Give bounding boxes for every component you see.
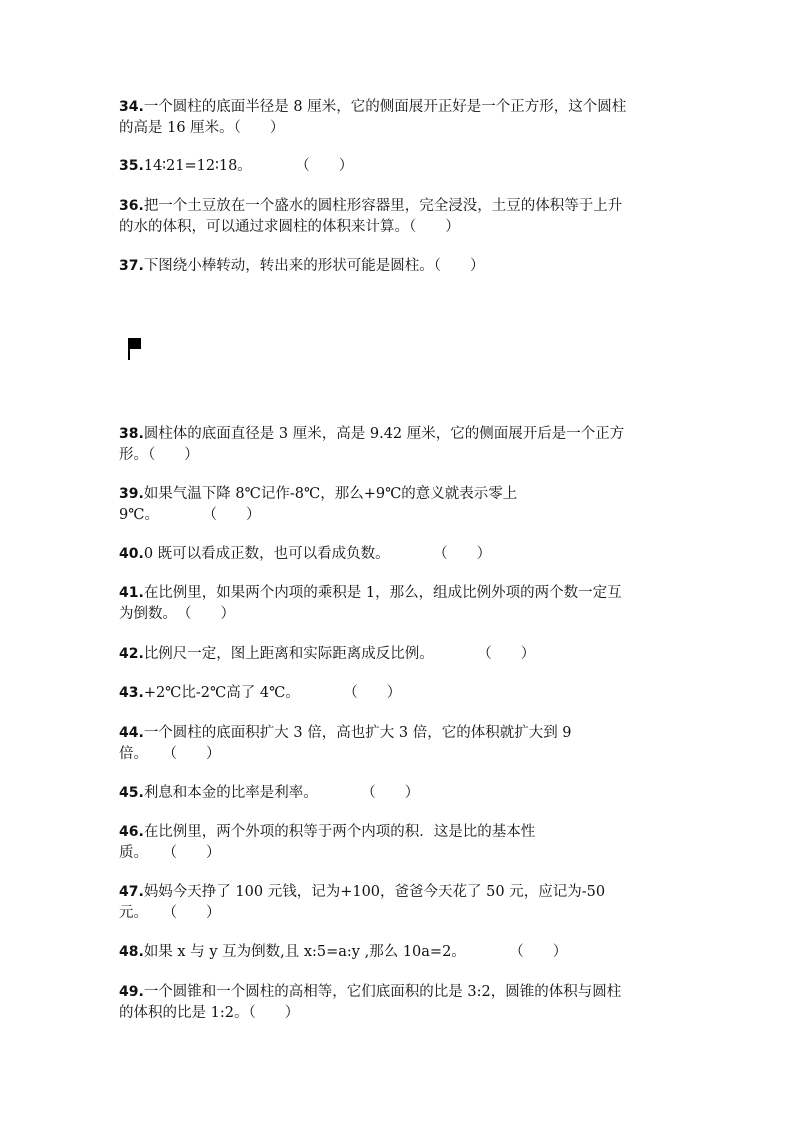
question-text: +2℃比-2℃高了 4℃。 （ ） [143, 685, 402, 701]
question-number: 40. [119, 546, 144, 562]
question-number: 48. [119, 944, 144, 960]
question-41 [119, 583, 679, 625]
question-text: 如果 x 与 y 互为倒数,且 x:5=a:y ,那么 10a=2。 （ ） [143, 944, 568, 960]
question-text: 9℃。 （ ） [119, 507, 261, 523]
question-text: 倍。 （ ） [119, 746, 221, 762]
question-text: 14∶21=12∶18。 （ ） [143, 158, 354, 174]
question-48 [119, 942, 679, 963]
question-text: 一个圆柱的底面积扩大 3 倍，高也扩大 3 倍，它的体积就扩大到 9 [143, 725, 572, 741]
question-text: 的高是 16 厘米。（ ） [119, 120, 285, 136]
question-number: 46. [119, 824, 144, 840]
question-number: 47. [119, 884, 144, 900]
question-number: 37. [119, 258, 144, 274]
question-40 [119, 544, 679, 565]
question-number: 39. [119, 486, 144, 502]
question-text: 在比例里，如果两个内项的乘积是 1，那么，组成比例外项的两个数一定互 [143, 585, 622, 601]
question-45 [119, 783, 679, 804]
question-text: 如果气温下降 8℃记作-8℃，那么+9℃的意义就表示零上 [143, 486, 518, 502]
flag-stick-figure [128, 338, 142, 360]
question-text: 一个圆柱的底面半径是 8 厘米，它的侧面展开正好是一个正方形，这个圆柱 [143, 99, 627, 115]
question-39 [119, 484, 679, 526]
question-text: 圆柱体的底面直径是 3 厘米，高是 9.42 厘米，它的侧面展开后是一个正方 [143, 426, 625, 442]
question-text: 比例尺一定，图上距离和实际距离成反比例。 （ ） [143, 646, 536, 662]
question-43 [119, 683, 679, 704]
question-text: 下图绕小棒转动，转出来的形状可能是圆柱。（ ） [143, 258, 485, 274]
question-47 [119, 882, 679, 924]
question-text: 为倒数。 （ ） [119, 606, 235, 622]
question-number: 41. [119, 585, 144, 601]
question-text: 在比例里，两个外项的积等于两个内项的积．这是比的基本性 [143, 824, 536, 840]
question-text: 把一个土豆放在一个盛水的圆柱形容器里，完全浸没，土豆的体积等于上升 [143, 198, 623, 214]
question-text: 元。 （ ） [119, 905, 221, 921]
question-text: 的水的体积，可以通过求圆柱的体积来计算。（ ） [119, 219, 460, 235]
question-text: 利息和本金的比率是利率。 （ ） [143, 785, 420, 801]
question-text: 形。（ ） [119, 447, 199, 463]
question-42 [119, 644, 679, 665]
question-text: 0 既可以看成正数，也可以看成负数。 （ ） [143, 546, 492, 562]
question-38 [119, 424, 679, 466]
question-37 [119, 256, 679, 277]
question-number: 44. [119, 725, 144, 741]
question-text: 的体积的比是 1:2。（ ） [119, 1005, 300, 1021]
question-text: 妈妈今天挣了 100 元钱，记为+100，爸爸今天花了 50 元，应记为-50 [143, 884, 606, 900]
question-35 [119, 156, 679, 177]
question-46 [119, 822, 679, 864]
question-number: 42. [119, 646, 144, 662]
question-36 [119, 196, 679, 238]
question-number: 36. [119, 198, 144, 214]
question-49 [119, 982, 679, 1024]
question-number: 45. [119, 785, 144, 801]
question-44 [119, 723, 679, 765]
question-number: 38. [119, 426, 144, 442]
question-34 [119, 97, 679, 139]
question-number: 35. [119, 158, 144, 174]
question-text: 一个圆锥和一个圆柱的高相等，它们底面积的比是 3:2，圆锥的体积与圆柱 [143, 984, 622, 1000]
flag-cloth [130, 338, 141, 349]
question-number: 34. [119, 99, 144, 115]
question-text: 质。 （ ） [119, 845, 221, 861]
question-number: 43. [119, 685, 144, 701]
question-number: 49. [119, 984, 144, 1000]
